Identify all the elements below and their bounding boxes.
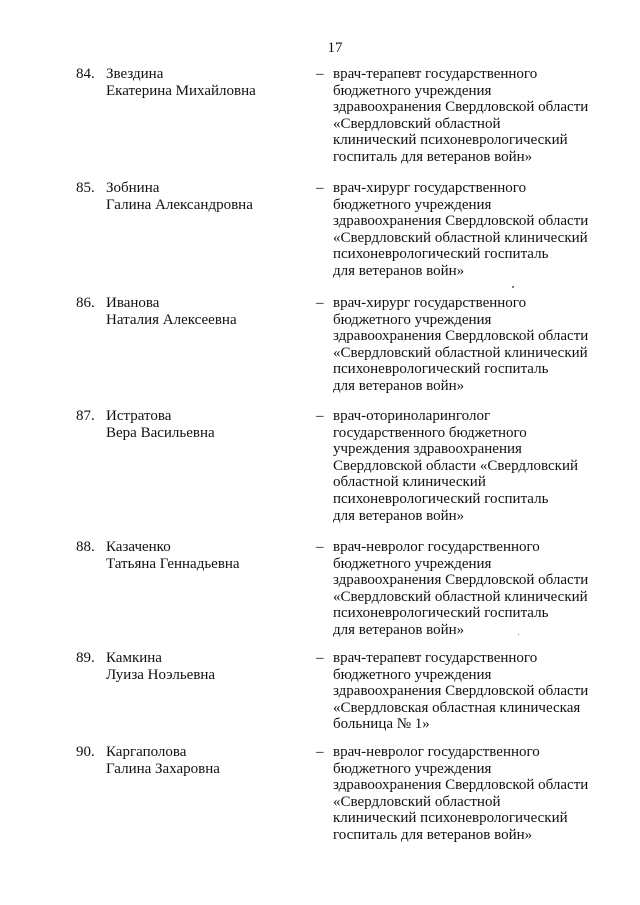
person-name (106, 744, 306, 777)
position-line: госпиталь для ветеранов войн» (333, 148, 533, 165)
entry-number: 85. (76, 180, 95, 196)
surname: Иванова (106, 295, 160, 311)
entry-number: 88. (76, 539, 95, 555)
position-line: «Свердловская областная клиническая (333, 699, 581, 716)
position-line: здравоохранения Свердловской области (333, 328, 589, 345)
position-line: врач-терапевт государственного (333, 66, 538, 82)
dash-separator: – (316, 650, 324, 666)
person-name (106, 180, 306, 213)
position-line: больница № 1» (333, 716, 430, 733)
position-line: учреждения здравоохранения (333, 441, 522, 458)
page-number: 17 (327, 40, 343, 56)
entry-number: 87. (76, 408, 95, 424)
position-text (333, 650, 623, 733)
dash-separator: – (316, 408, 324, 424)
position-line: бюджетного учреждения (333, 196, 492, 213)
person-name (106, 295, 306, 328)
position-line: врач-невролог государственного (333, 539, 540, 555)
position-line: клинический психоневрологический (333, 810, 568, 827)
position-line: врач-хирург государственного (333, 295, 527, 311)
position-text (333, 744, 623, 844)
position-line: «Свердловский областной (333, 115, 501, 132)
surname: Камкина (106, 650, 162, 666)
position-text (333, 539, 623, 639)
given-names: Татьяна Геннадьевна (106, 555, 240, 572)
surname: Звездина (106, 66, 164, 82)
position-text (333, 66, 623, 166)
given-names: Луиза Ноэльевна (106, 666, 216, 683)
position-text (333, 408, 623, 524)
person-name (106, 539, 306, 572)
entry-number: 84. (76, 66, 95, 82)
given-names: Наталия Алексеевна (106, 311, 237, 328)
position-line: «Свердловский областной (333, 793, 501, 810)
position-line: здравоохранения Свердловской области (333, 99, 589, 116)
position-line: здравоохранения Свердловской области (333, 213, 589, 230)
position-line: «Свердловский областной клинический (333, 229, 588, 246)
position-line: психоневрологический госпиталь (333, 361, 549, 378)
position-line: государственного бюджетного (333, 424, 527, 441)
dash-separator: – (316, 295, 324, 311)
position-line: бюджетного учреждения (333, 311, 492, 328)
position-line: бюджетного учреждения (333, 760, 492, 777)
entry-number: 89. (76, 650, 95, 666)
given-names: Екатерина Михайловна (106, 82, 256, 99)
position-line: «Свердловский областной клинический (333, 344, 588, 361)
scan-speck (512, 286, 514, 288)
dash-separator: – (316, 180, 324, 196)
position-text (333, 180, 623, 280)
position-line: госпиталь для ветеранов войн» (333, 826, 533, 843)
position-line: врач-оториноларинголог (333, 408, 491, 424)
position-text (333, 295, 623, 395)
position-line: психоневрологический госпиталь (333, 490, 549, 507)
position-line: психоневрологический госпиталь (333, 605, 549, 622)
scan-speck (518, 634, 519, 635)
position-line: врач-невролог государственного (333, 744, 540, 760)
person-name (106, 66, 306, 99)
position-line: клинический психоневрологический (333, 132, 568, 149)
position-line: бюджетного учреждения (333, 666, 492, 683)
position-line: для ветеранов войн» (333, 377, 465, 394)
position-line: здравоохранения Свердловской области (333, 777, 589, 794)
surname: Казаченко (106, 539, 171, 555)
position-line: бюджетного учреждения (333, 82, 492, 99)
position-line: психоневрологический госпиталь (333, 246, 549, 263)
dash-separator: – (316, 66, 324, 82)
position-line: для ветеранов войн» (333, 621, 465, 638)
given-names: Галина Александровна (106, 196, 253, 213)
dash-separator: – (316, 539, 324, 555)
dash-separator: – (316, 744, 324, 760)
given-names: Вера Васильевна (106, 424, 215, 441)
position-line: для ветеранов войн» (333, 262, 465, 279)
position-line: для ветеранов войн» (333, 507, 465, 524)
position-line: Свердловской области «Свердловский (333, 457, 578, 474)
entry-number: 86. (76, 295, 95, 311)
person-name (106, 650, 306, 683)
surname: Каргаполова (106, 744, 187, 760)
position-line: здравоохранения Свердловской области (333, 572, 589, 589)
given-names: Галина Захаровна (106, 760, 220, 777)
surname: Истратова (106, 408, 172, 424)
person-name (106, 408, 306, 441)
position-line: бюджетного учреждения (333, 555, 492, 572)
position-line: «Свердловский областной клинический (333, 588, 588, 605)
position-line: врач-терапевт государственного (333, 650, 538, 666)
surname: Зобнина (106, 180, 160, 196)
entry-number: 90. (76, 744, 95, 760)
position-line: областной клинический (333, 474, 486, 491)
position-line: врач-хирург государственного (333, 180, 527, 196)
position-line: здравоохранения Свердловской области (333, 683, 589, 700)
